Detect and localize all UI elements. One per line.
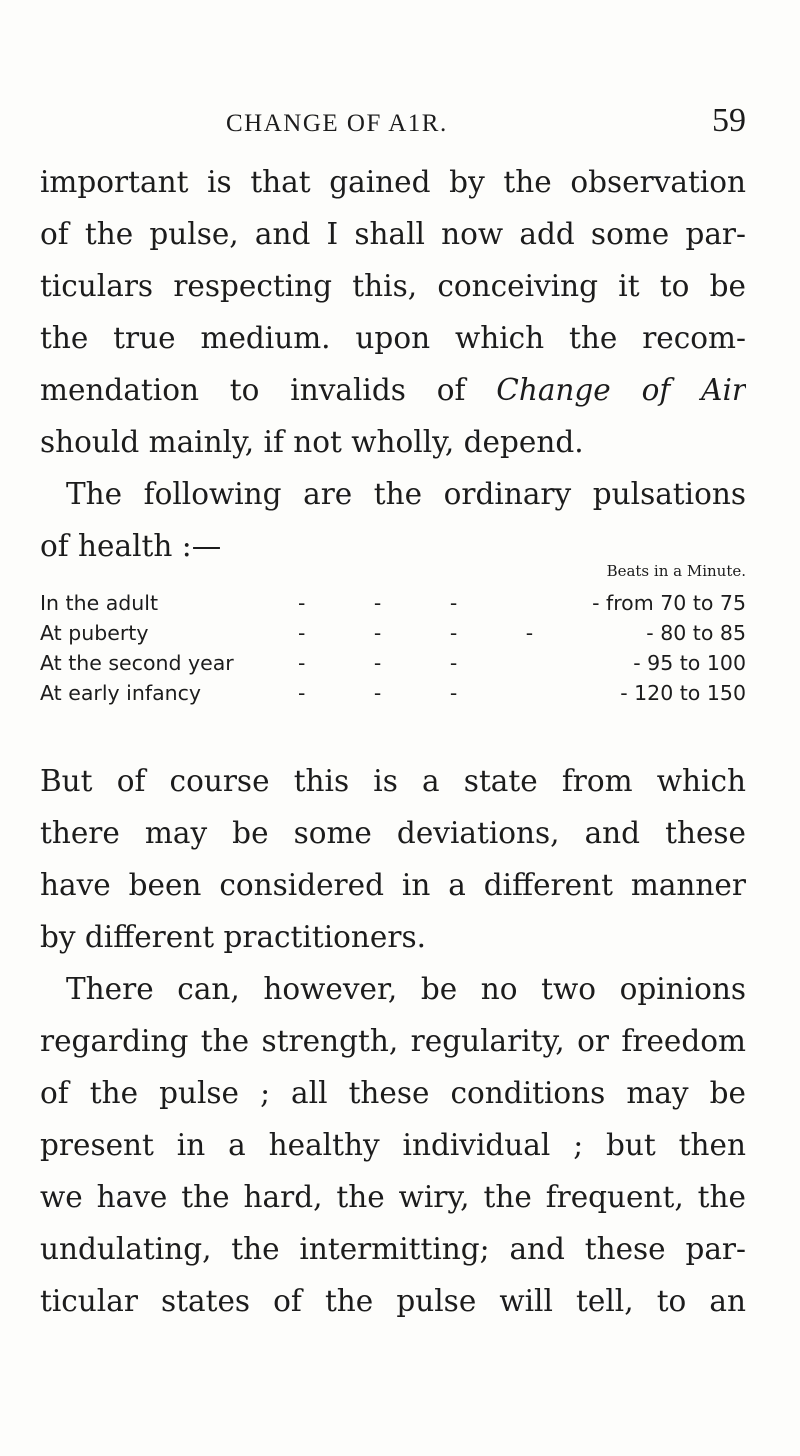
text-line: regarding the strength, regularity, or freedom — [40, 1024, 746, 1058]
text-line: important is that gained by the observation — [40, 165, 746, 199]
text-line: of the pulse, and I shall now add some par- — [40, 217, 746, 251]
text-line: ticulars respecting this, conceiving it to be — [40, 269, 746, 303]
text-line: by different practitioners. — [40, 920, 426, 954]
row-range: - from 70 to 75 — [592, 591, 746, 615]
row-label: In the adult — [40, 591, 159, 615]
text-line: of health :— — [40, 529, 222, 563]
running-head — [226, 102, 746, 142]
text-line: have been considered in a different manner — [40, 868, 746, 902]
text-line: there may be some deviations, and these — [40, 816, 746, 850]
row-leader: - - - - — [298, 621, 565, 645]
table-column-header: Beats in a Minute. — [606, 562, 746, 580]
text-line: of the pulse ; all these conditions may be — [40, 1076, 746, 1110]
text-line: we have the hard, the wiry, the frequent, the — [40, 1180, 746, 1214]
row-label: At the second year — [40, 651, 234, 675]
text-line: undulating, the intermitting; and these par- — [40, 1232, 746, 1266]
text-line: But of course this is a state from which — [40, 764, 746, 798]
text-line: There can, however, be no two opinions — [66, 972, 746, 1006]
row-leader: - - - — [298, 651, 489, 675]
page-number: 59 — [712, 102, 746, 139]
text-line: present in a healthy individual ; but then — [40, 1128, 746, 1162]
row-range: - 95 to 100 — [633, 651, 746, 675]
text-line: The following are the ordinary pulsations — [66, 477, 746, 511]
pulse-table — [40, 588, 746, 708]
table-row — [40, 588, 746, 618]
row-range: - 120 to 150 — [620, 681, 746, 705]
row-leader: - - - — [298, 591, 489, 615]
row-label: At puberty — [40, 621, 149, 645]
row-range: - 80 to 85 — [646, 621, 746, 645]
text-line: the true medium. upon which the recom- — [40, 321, 746, 355]
row-leader: - - - — [298, 681, 489, 705]
table-row — [40, 648, 746, 678]
row-label: At early infancy — [40, 681, 202, 705]
text-segment: mendation to invalids of — [40, 373, 497, 407]
italic-title: Change of Air — [496, 373, 746, 407]
text-line: ticular states of the pulse will tell, to an — [40, 1284, 746, 1318]
table-row — [40, 678, 746, 708]
text-line — [40, 366, 746, 414]
table-row — [40, 618, 746, 648]
running-title: CHANGE OF A1R. — [226, 110, 448, 137]
text-line: should mainly, if not wholly, depend. — [40, 425, 584, 459]
